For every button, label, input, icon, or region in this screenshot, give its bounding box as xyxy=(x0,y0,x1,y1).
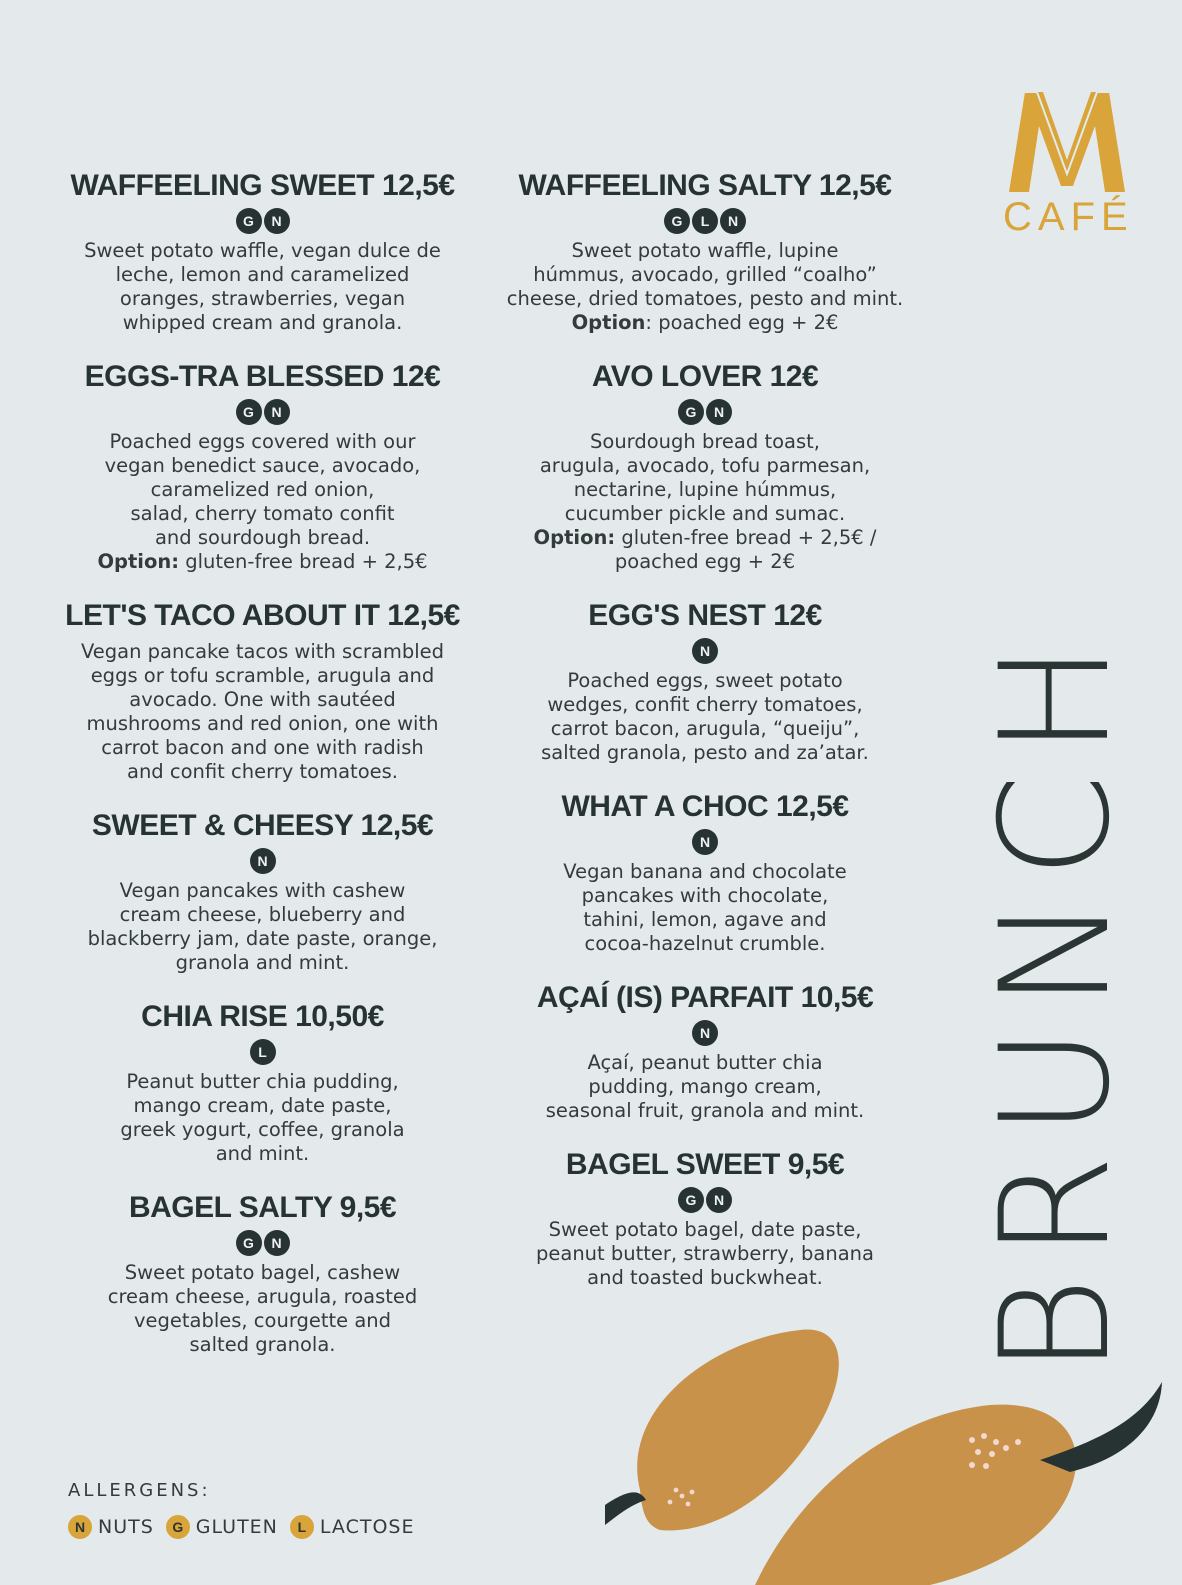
menu-item-description: Vegan pancakes with cashew xyxy=(119,879,406,902)
menu-item-description: and mint. xyxy=(215,1142,310,1165)
allergen-legend-badge-l: L xyxy=(290,1515,314,1539)
menu-item-title: AVO LOVER 12€ xyxy=(591,360,819,393)
menu-item-description: arugula, avocado, tofu parmesan, xyxy=(539,454,871,477)
menu-item-description: caramelized red onion, xyxy=(150,478,375,501)
menu-item xyxy=(490,359,920,574)
cafe-logo xyxy=(1003,90,1134,250)
menu-item-description: cheese, dried tomatoes, pesto and mint. xyxy=(506,287,904,310)
menu-item-description: pudding, mango cream, xyxy=(588,1075,822,1098)
menu-item-description: salted granola. xyxy=(189,1333,336,1356)
menu-column-left xyxy=(60,168,465,1381)
fruit-illustration-icon xyxy=(600,1320,1180,1585)
menu-item-description: carrot bacon and one with radish xyxy=(101,736,424,759)
allergen-legend-label: LACTOSE xyxy=(319,1516,415,1538)
allergen-legend-item xyxy=(290,1515,415,1539)
menu-item-description: tahini, lemon, agave and xyxy=(583,908,827,931)
menu-item-description: granola and mint. xyxy=(175,951,350,974)
allergen-badges xyxy=(490,1187,920,1215)
menu-item-description: Peanut butter chia pudding, xyxy=(126,1070,399,1093)
allergen-badge-l: L xyxy=(250,1039,276,1065)
menu-item-title: SWEET & CHEESY 12,5€ xyxy=(91,809,434,842)
allergen-legend-item xyxy=(68,1515,154,1539)
menu-item-title: AÇAÍ (IS) PARFAIT 10,5€ xyxy=(536,981,874,1014)
allergen-legend-badge-g: G xyxy=(166,1515,190,1539)
menu-column-right xyxy=(490,168,920,1314)
menu-item-description: greek yogurt, coffee, granola xyxy=(120,1118,405,1141)
menu-item-description: Sourdough bread toast, xyxy=(590,430,820,453)
menu-item-description: Vegan pancake tacos with scrambled xyxy=(80,640,445,663)
menu-item-title: WHAT A CHOC 12,5€ xyxy=(561,790,849,823)
menu-item-description: salad, cherry tomato confit xyxy=(130,502,395,525)
menu-item-description: vegan benedict sauce, avocado, xyxy=(104,454,421,477)
allergen-badge-n: N xyxy=(706,1187,732,1213)
allergen-badge-g: G xyxy=(236,399,262,425)
allergen-badge-g: G xyxy=(236,1230,262,1256)
menu-item-option xyxy=(490,526,920,550)
menu-item-description: avocado. One with sautéed xyxy=(129,688,396,711)
allergen-badges xyxy=(490,829,920,857)
menu-item-description: and sourdough bread. xyxy=(154,526,371,549)
option-text: gluten-free bread + 2,5€ / xyxy=(615,526,877,549)
menu-item-description: Sweet potato bagel, date paste, xyxy=(548,1218,862,1241)
allergen-badges xyxy=(60,848,465,876)
allergens-legend xyxy=(68,1480,426,1539)
menu-item-title: CHIA RISE 10,50€ xyxy=(141,1000,384,1033)
allergen-badges xyxy=(60,399,465,427)
menu-item-description: mushrooms and red onion, one with xyxy=(86,712,439,735)
menu-item-description: cocoa-hazelnut crumble. xyxy=(584,932,826,955)
allergen-badges xyxy=(490,638,920,666)
option-text: : poached egg + 2€ xyxy=(645,311,839,334)
menu-item-description: eggs or tofu scramble, arugula and xyxy=(90,664,435,687)
allergen-badge-n: N xyxy=(250,848,276,874)
menu-item-description: wedges, confit cherry tomatoes, xyxy=(547,693,863,716)
menu-item-title: BAGEL SWEET 9,5€ xyxy=(565,1148,845,1181)
allergen-badge-g: G xyxy=(678,399,704,425)
allergen-badge-g: G xyxy=(664,208,690,234)
menu-item-description: and confit cherry tomatoes. xyxy=(127,760,398,783)
allergen-badge-n: N xyxy=(720,208,746,234)
menu-item xyxy=(490,598,920,765)
menu-item-description: Sweet potato waffle, lupine xyxy=(571,239,839,262)
menu-item-description: nectarine, lupine húmmus, xyxy=(573,478,837,501)
menu-item xyxy=(60,598,465,784)
menu-item-description: vegetables, courgette and xyxy=(133,1309,392,1332)
option-label: Option: xyxy=(97,550,180,573)
allergen-badges xyxy=(490,208,920,236)
menu-item-description: cream cheese, blueberry and xyxy=(119,903,406,926)
allergen-badge-g: G xyxy=(236,208,262,234)
allergens-title: ALLERGENS: xyxy=(68,1480,211,1501)
option-label: Option: xyxy=(533,526,616,549)
allergen-badge-g: G xyxy=(678,1187,704,1213)
option-label: Option xyxy=(571,311,646,334)
menu-item-description: pancakes with chocolate, xyxy=(581,884,829,907)
allergen-badge-l: L xyxy=(692,208,718,234)
menu-item-description: carrot bacon, arugula, “queiju”, xyxy=(550,717,860,740)
menu-item xyxy=(490,168,920,335)
logo-wordmark: CAFÉ xyxy=(1003,195,1134,239)
menu-item-description: mango cream, date paste, xyxy=(133,1094,392,1117)
allergen-legend-item xyxy=(166,1515,278,1539)
menu-item-description: cucumber pickle and sumac. xyxy=(564,502,846,525)
allergen-badge-n: N xyxy=(264,1230,290,1256)
menu-item-title: WAFFEELING SWEET 12,5€ xyxy=(70,169,455,202)
m-logo-icon xyxy=(1007,90,1127,194)
menu-item xyxy=(60,1190,465,1357)
menu-item-option xyxy=(60,550,465,574)
menu-item-description: cream cheese, arugula, roasted xyxy=(107,1285,418,1308)
menu-item-description: whipped cream and granola. xyxy=(122,311,403,334)
menu-item-description: Poached eggs, sweet potato xyxy=(567,669,843,692)
menu-item-description: Vegan banana and chocolate xyxy=(563,860,847,883)
menu-item-description: Sweet potato waffle, vegan dulce de xyxy=(84,239,441,262)
menu-item-title: EGG'S NEST 12€ xyxy=(588,599,822,632)
allergen-badge-n: N xyxy=(692,638,718,664)
menu-item-title: EGGS-TRA BLESSED 12€ xyxy=(84,360,441,393)
menu-item xyxy=(60,168,465,335)
page-heading-brunch: BRUNCH xyxy=(969,625,1143,1375)
menu-item-description: peanut butter, strawberry, banana xyxy=(536,1242,874,1265)
allergen-badge-n: N xyxy=(264,399,290,425)
allergen-badges xyxy=(60,1230,465,1258)
allergen-legend-label: NUTS xyxy=(98,1516,154,1538)
menu-item xyxy=(60,999,465,1166)
allergen-badges xyxy=(490,1020,920,1048)
allergen-badges xyxy=(60,1039,465,1067)
menu-item-description: Açaí, peanut butter chia xyxy=(587,1051,823,1074)
menu-item-description: Poached eggs covered with our xyxy=(109,430,416,453)
allergen-badges xyxy=(60,208,465,236)
menu-item-description: leche, lemon and caramelized xyxy=(115,263,410,286)
menu-item xyxy=(60,808,465,975)
menu-item-title: LET'S TACO ABOUT IT 12,5€ xyxy=(65,599,460,632)
menu-item xyxy=(490,789,920,956)
allergen-legend-badge-n: N xyxy=(68,1515,92,1539)
menu-item xyxy=(490,980,920,1123)
allergen-badge-n: N xyxy=(692,829,718,855)
menu-item-description: oranges, strawberries, vegan xyxy=(119,287,406,310)
menu-item xyxy=(490,1147,920,1290)
allergen-badge-n: N xyxy=(692,1020,718,1046)
option-text: gluten-free bread + 2,5€ xyxy=(179,550,428,573)
menu-item-description: húmmus, avocado, grilled “coalho” xyxy=(533,263,877,286)
menu-item-title: WAFFEELING SALTY 12,5€ xyxy=(518,169,892,202)
allergen-list xyxy=(68,1515,426,1539)
allergen-badge-n: N xyxy=(706,399,732,425)
menu-item-option xyxy=(490,311,920,335)
allergen-legend-label: GLUTEN xyxy=(195,1516,278,1538)
menu-item-description: blackberry jam, date paste, orange, xyxy=(87,927,438,950)
menu-item-option-extra: poached egg + 2€ xyxy=(614,550,796,573)
menu-item-description: Sweet potato bagel, cashew xyxy=(124,1261,401,1284)
allergen-badges xyxy=(490,399,920,427)
menu-item-title: BAGEL SALTY 9,5€ xyxy=(128,1191,397,1224)
menu-item-description: salted granola, pesto and za’atar. xyxy=(541,741,869,764)
menu-item xyxy=(60,359,465,574)
menu-item-description: and toasted buckwheat. xyxy=(587,1266,823,1289)
menu-item-description: seasonal fruit, granola and mint. xyxy=(545,1099,865,1122)
allergen-badge-n: N xyxy=(264,208,290,234)
